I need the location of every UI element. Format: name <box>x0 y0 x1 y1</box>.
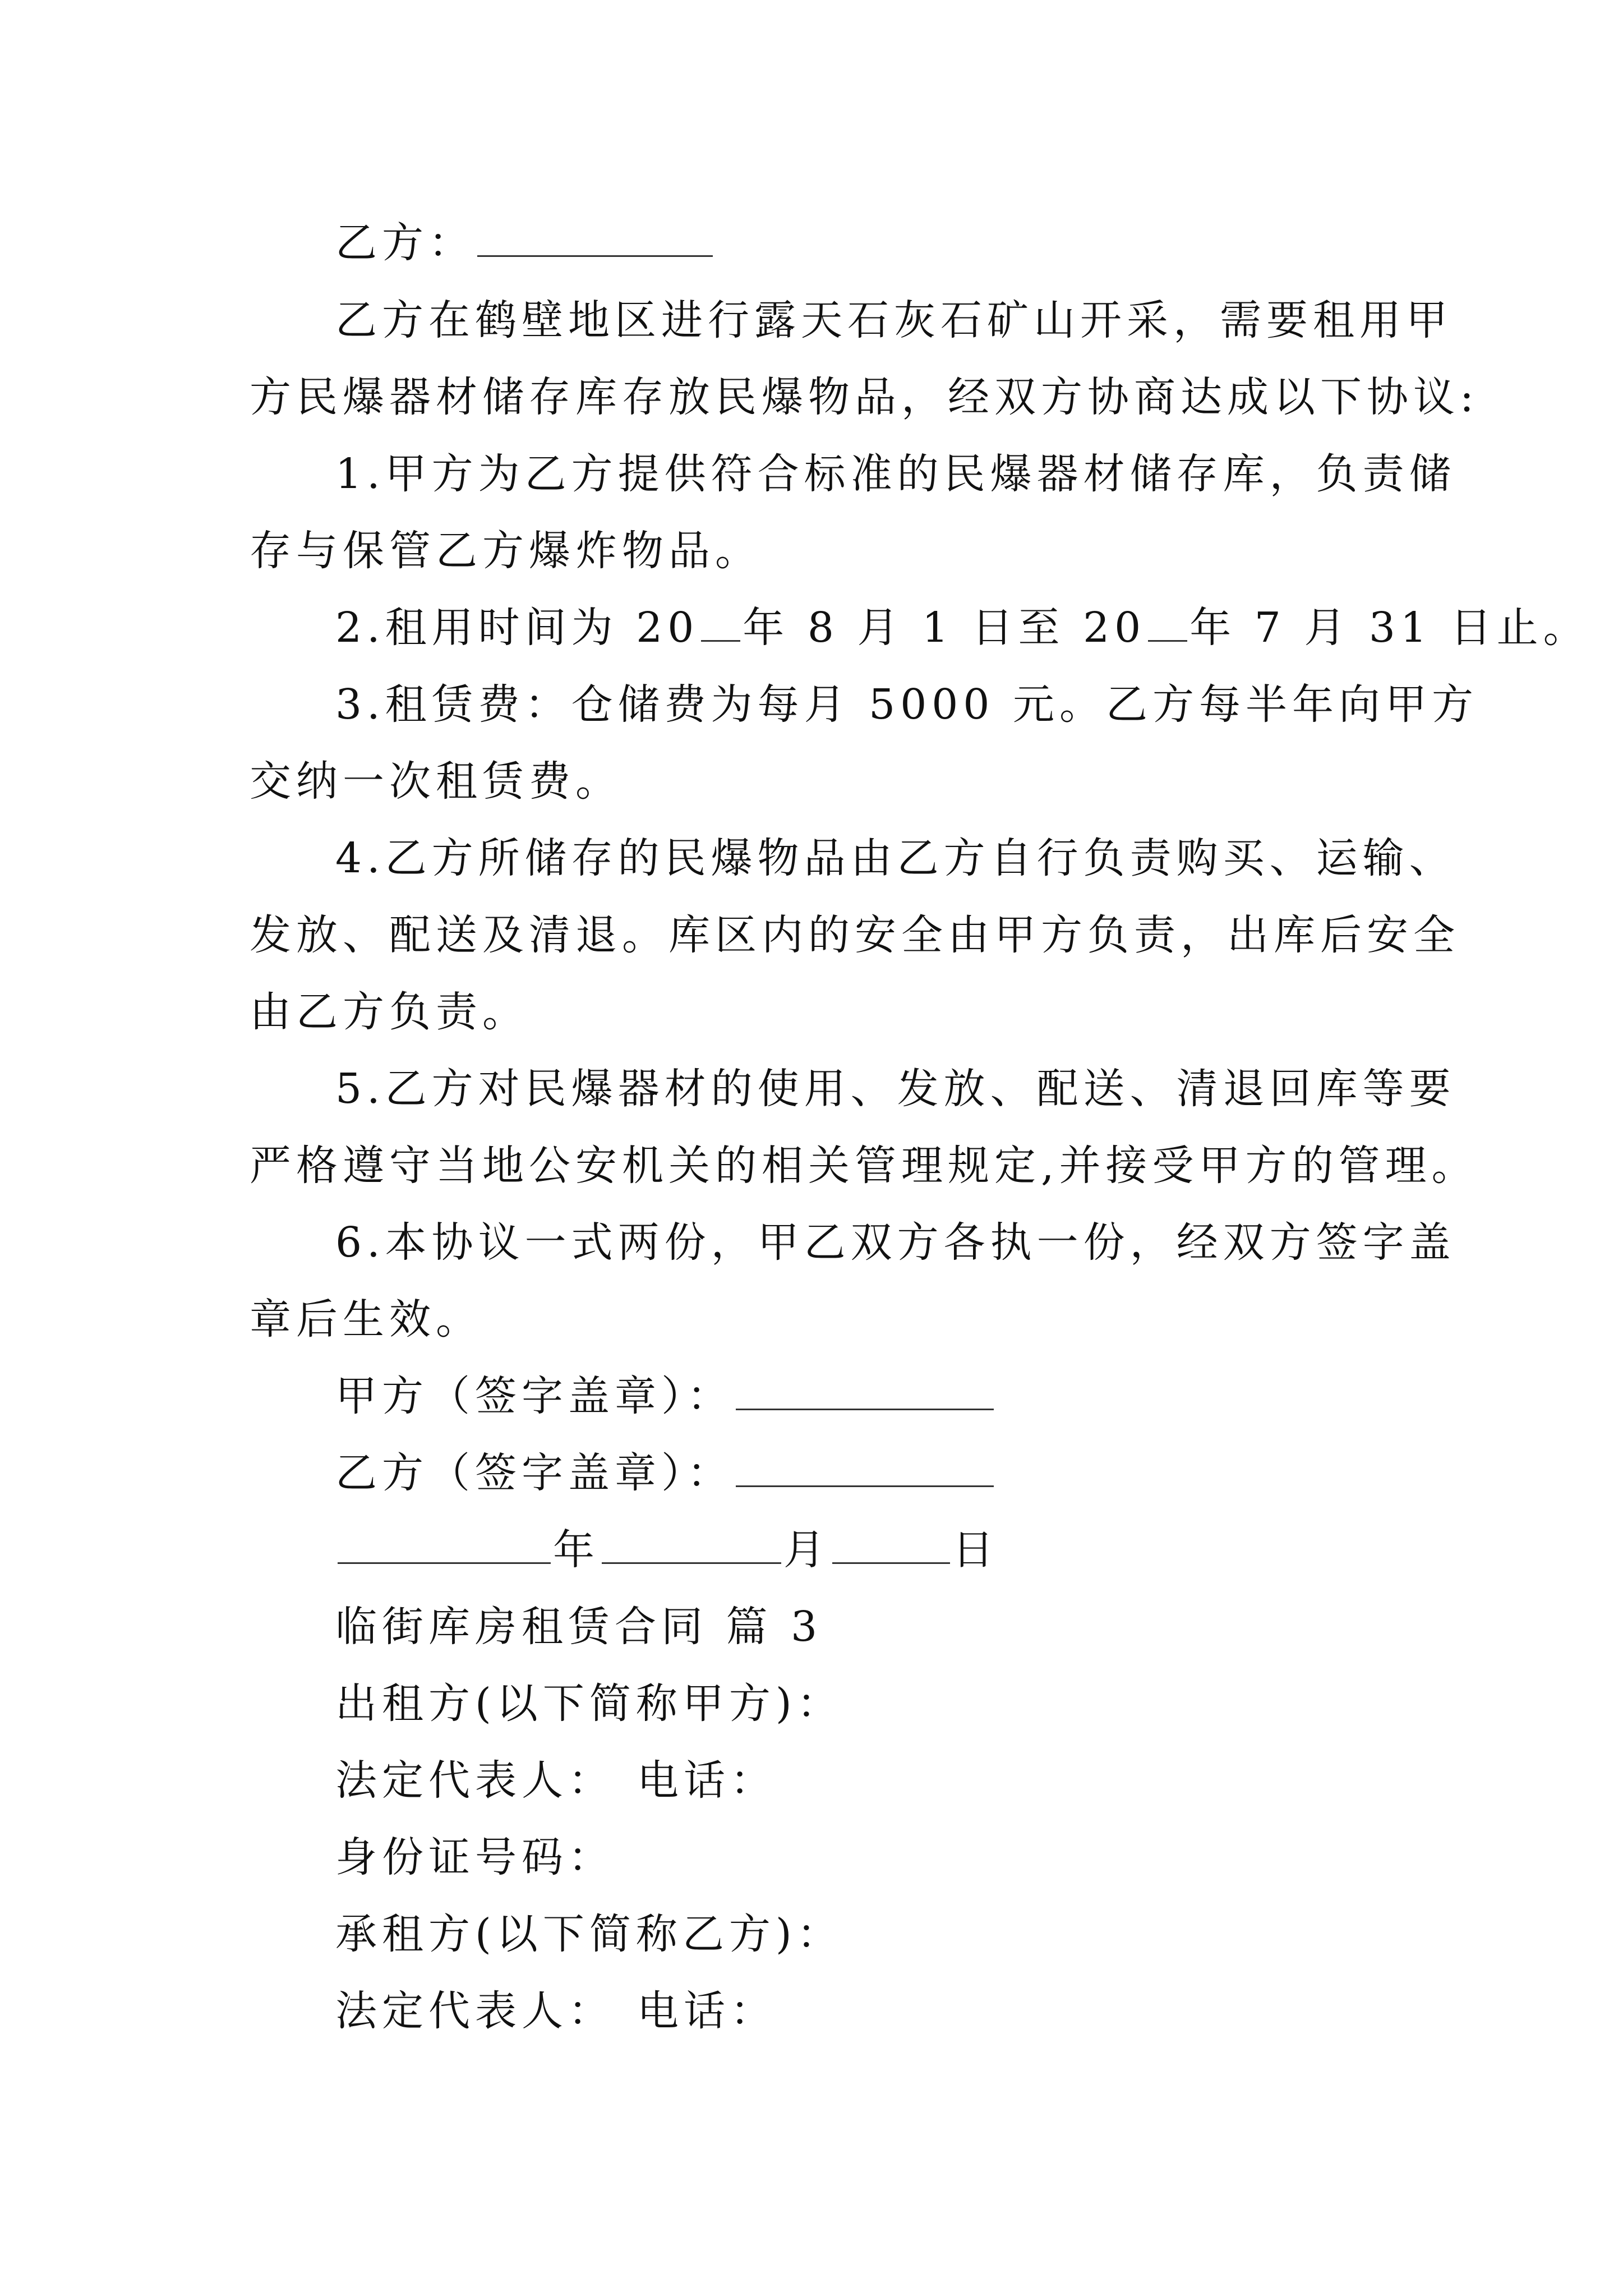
section-title: 临街库房租赁合同 篇 3 <box>335 1603 823 1651</box>
clause-1-line-2: 存与保管乙方爆炸物品。 <box>250 527 762 575</box>
clause-1-line-1: 1.甲方为乙方提供符合标准的民爆器材储存库，负责储 <box>335 450 1456 498</box>
party-b-label: 乙方： <box>335 219 475 267</box>
lessee-line: 承租方(以下简称乙方)： <box>335 1910 843 1958</box>
clause-3-line-1: 3.租赁费：仓储费为每月 5000 元。乙方每半年向甲方 <box>335 680 1478 729</box>
id-number-line: 身份证号码： <box>335 1833 615 1881</box>
legal-rep-line-2 <box>335 1983 777 2039</box>
signature-party-a <box>335 1368 996 1424</box>
party-b-header <box>335 215 715 271</box>
clause-5-line-2: 严格遵守当地公安机关的相关管理规定,并接受甲方的管理。 <box>250 1142 1478 1190</box>
date-year-blank <box>338 1529 551 1564</box>
intro-line-2: 方民爆器材储存库存放民爆物品，经双方协商达成以下协议: <box>250 373 1479 421</box>
legal-rep-label-1: 法定代表人： <box>335 1756 615 1805</box>
date-day-label: 日 <box>952 1526 999 1574</box>
date-year-label: 年 <box>553 1526 600 1574</box>
year-blank-2 <box>1148 606 1187 642</box>
date-day-blank <box>832 1529 950 1564</box>
party-b-blank <box>477 222 713 257</box>
clause-6-line-2: 章后生效。 <box>250 1295 482 1343</box>
signature-party-a-blank <box>736 1375 994 1410</box>
legal-rep-label-2: 法定代表人： <box>335 1987 615 2035</box>
lessor-line: 出租方(以下简称甲方)： <box>335 1680 843 1728</box>
phone-label-2: 电话： <box>637 1987 777 2035</box>
signature-party-b-blank <box>736 1452 994 1487</box>
signature-party-b <box>335 1445 996 1501</box>
signature-party-a-label: 甲方（签字盖章）： <box>335 1372 734 1420</box>
date-line <box>335 1522 999 1578</box>
clause-6-line-1: 6.本协议一式两份，甲乙双方各执一份，经双方签字盖 <box>335 1218 1456 1267</box>
date-month-label: 月 <box>783 1526 830 1574</box>
intro-line-1: 乙方在鹤壁地区进行露天石灰石矿山开采，需要租用甲 <box>335 296 1453 344</box>
phone-label-1: 电话： <box>637 1756 777 1805</box>
clause-5-line-1: 5.乙方对民爆器材的使用、发放、配送、清退回库等要 <box>335 1065 1456 1113</box>
clause-4-line-1: 4.乙方所储存的民爆物品由乙方自行负责购买、运输、 <box>335 834 1456 882</box>
legal-rep-line-1 <box>335 1752 777 1809</box>
signature-party-b-label: 乙方（签字盖章）： <box>335 1449 734 1497</box>
clause-2-part-c: 年 7 月 31 日止。 <box>1189 604 1590 652</box>
clause-2-part-b: 年 8 月 1 日至 20 <box>743 604 1146 652</box>
date-month-blank <box>602 1529 781 1564</box>
clause-4-line-2: 发放、配送及清退。库区内的安全由甲方负责，出库后安全 <box>250 911 1460 959</box>
clause-2 <box>335 600 1590 656</box>
year-blank-1 <box>701 606 740 642</box>
clause-2-part-a: 2.租用时间为 20 <box>335 604 699 652</box>
clause-4-line-3: 由乙方负责。 <box>250 988 529 1036</box>
clause-3-line-2: 交纳一次租赁费。 <box>250 757 622 806</box>
